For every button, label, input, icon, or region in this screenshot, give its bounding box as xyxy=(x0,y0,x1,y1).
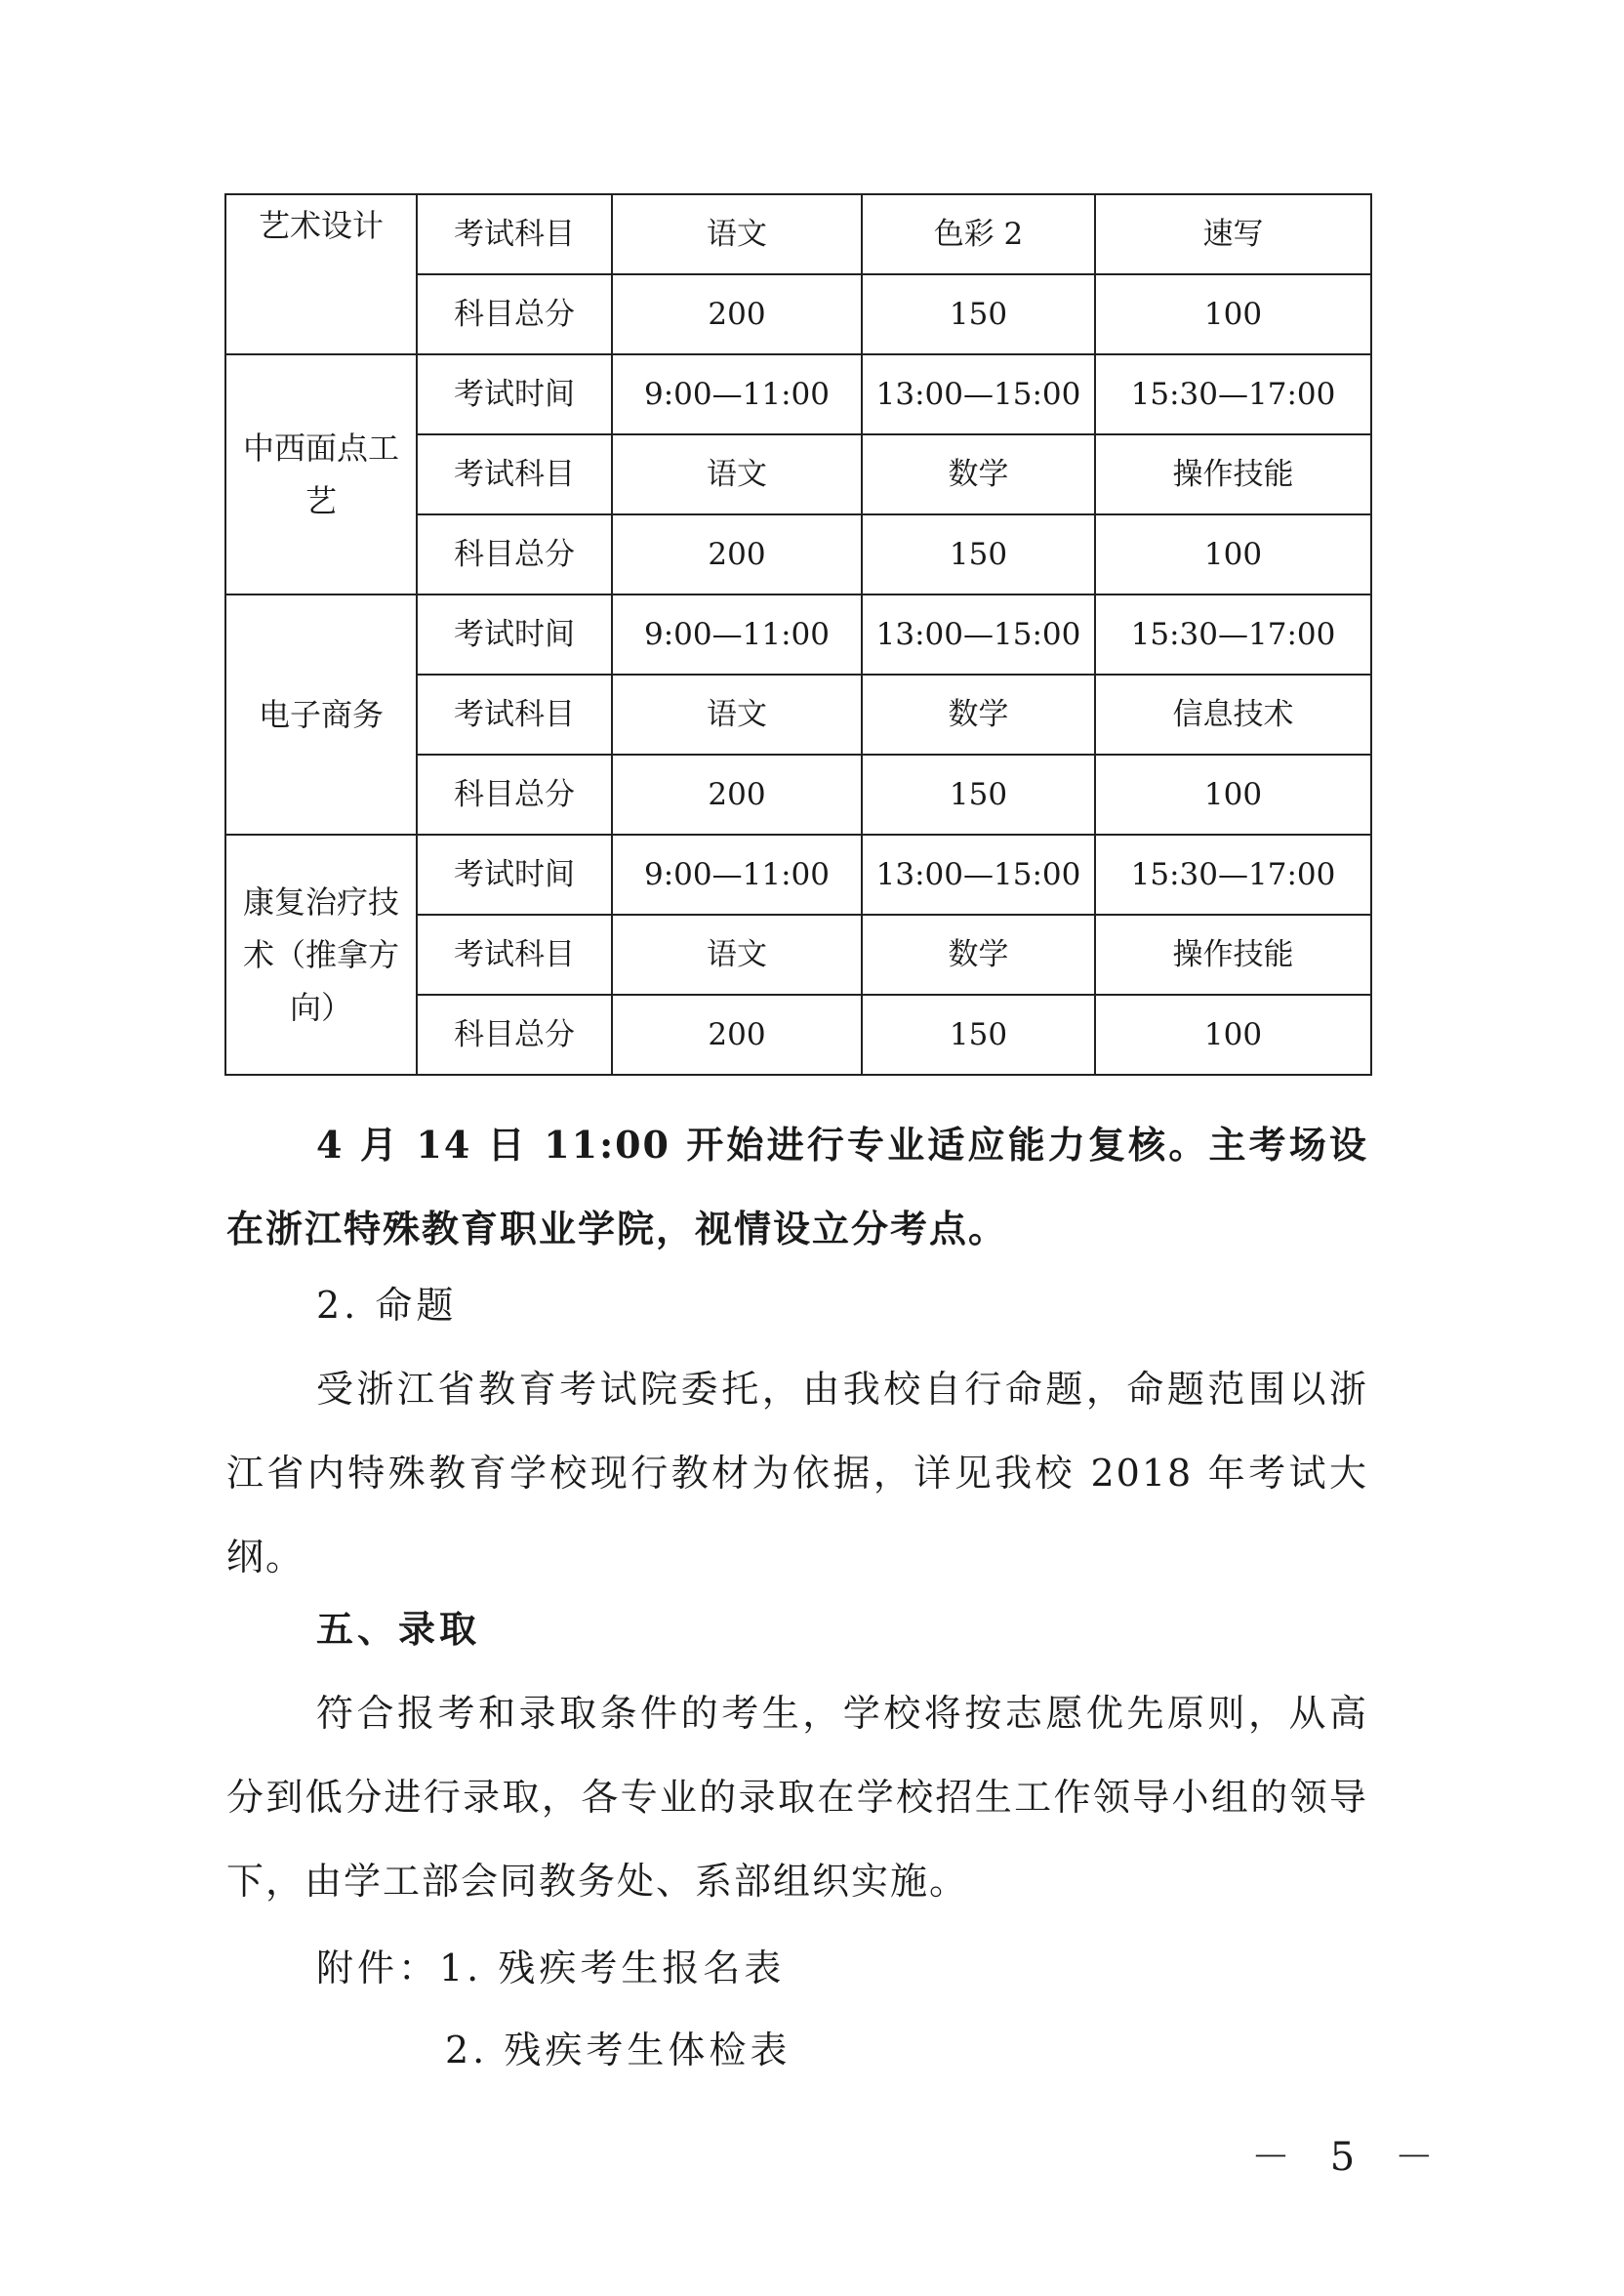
row-label-cell: 科目总分 xyxy=(417,274,612,354)
major-name-cell: 电子商务 xyxy=(225,594,417,835)
review-paragraph: 4 月 14 日 11:00 开始进行专业适应能力复核。主考场设在浙江特殊教育职业学院，视情设立分考点。 xyxy=(226,1123,1368,1250)
table-cell: 200 xyxy=(612,274,862,354)
table-cell: 150 xyxy=(862,274,1095,354)
table-cell: 数学 xyxy=(862,434,1095,514)
table-cell: 100 xyxy=(1095,755,1371,835)
table-row xyxy=(225,594,1371,675)
admission-paragraph: 符合报考和录取条件的考生，学校将按志愿优先原则，从高分到低分进行录取，各专业的录取在学校招生工作领导小组的领导下，由学工部会同教务处、系部组织实施。 xyxy=(226,1692,1368,1903)
table-cell: 语文 xyxy=(612,915,862,995)
table-cell: 9:00—11:00 xyxy=(612,835,862,915)
table-cell: 信息技术 xyxy=(1095,675,1371,755)
table-cell: 9:00—11:00 xyxy=(612,594,862,675)
admission-heading: 五、录取 xyxy=(316,1607,481,1651)
table-row xyxy=(225,194,1371,274)
row-label-cell: 考试科目 xyxy=(417,915,612,995)
table-cell: 150 xyxy=(862,995,1095,1075)
table-cell: 100 xyxy=(1095,995,1371,1075)
table-cell: 100 xyxy=(1095,274,1371,354)
proposition-heading: 2. 命题 xyxy=(316,1284,458,1327)
table-cell: 数学 xyxy=(862,675,1095,755)
table-cell: 操作技能 xyxy=(1095,915,1371,995)
table-cell: 100 xyxy=(1095,514,1371,594)
row-label-cell: 科目总分 xyxy=(417,514,612,594)
row-label-cell: 科目总分 xyxy=(417,755,612,835)
table-cell: 色彩 2 xyxy=(862,194,1095,274)
table-cell: 150 xyxy=(862,514,1095,594)
table-cell: 15:30—17:00 xyxy=(1095,835,1371,915)
table-cell: 语文 xyxy=(612,434,862,514)
row-label-cell: 考试科目 xyxy=(417,194,612,274)
table-cell: 200 xyxy=(612,995,862,1075)
table-row xyxy=(225,835,1371,915)
attachment-item-2: 2. 残疾考生体检表 xyxy=(445,2029,792,2071)
table-cell: 语文 xyxy=(612,675,862,755)
row-label-cell: 考试时间 xyxy=(417,354,612,434)
table-cell: 9:00—11:00 xyxy=(612,354,862,434)
exam-table-body xyxy=(225,194,1371,1075)
major-name-cell: 中西面点工艺 xyxy=(225,354,417,594)
page-number: － 5 － xyxy=(1251,2135,1447,2180)
row-label-cell: 考试时间 xyxy=(417,835,612,915)
table-cell: 200 xyxy=(612,755,862,835)
table-cell: 语文 xyxy=(612,194,862,274)
major-name-cell: 艺术设计 xyxy=(225,194,417,354)
table-cell: 150 xyxy=(862,755,1095,835)
table-cell: 操作技能 xyxy=(1095,434,1371,514)
row-label-cell: 科目总分 xyxy=(417,995,612,1075)
row-label-cell: 考试科目 xyxy=(417,434,612,514)
table-cell: 数学 xyxy=(862,915,1095,995)
table-cell: 13:00—15:00 xyxy=(862,835,1095,915)
table-cell: 15:30—17:00 xyxy=(1095,354,1371,434)
major-name-cell: 康复治疗技术（推拿方向） xyxy=(225,835,417,1075)
table-cell: 200 xyxy=(612,514,862,594)
table-cell: 速写 xyxy=(1095,194,1371,274)
attachment-item-1: 附件：1. 残疾考生报名表 xyxy=(316,1947,786,1989)
exam-schedule-table xyxy=(224,193,1372,1076)
table-cell: 15:30—17:00 xyxy=(1095,594,1371,675)
row-label-cell: 考试科目 xyxy=(417,675,612,755)
row-label-cell: 考试时间 xyxy=(417,594,612,675)
table-cell: 13:00—15:00 xyxy=(862,354,1095,434)
table-cell: 13:00—15:00 xyxy=(862,594,1095,675)
table-row xyxy=(225,354,1371,434)
proposition-paragraph: 受浙江省教育考试院委托，由我校自行命题，命题范围以浙江省内特殊教育学校现行教材为依据，详见我校 2018 年考试大纲。 xyxy=(226,1368,1368,1578)
